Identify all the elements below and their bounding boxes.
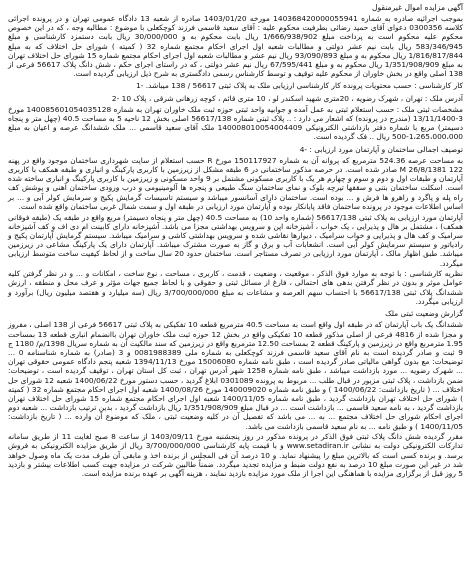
building-description-paragraph: به مساحت عرصه 524.36 مترمربع که پروانه آن به شماره 150117927 مورخ R حسب استعلام از سایت شهرداری ساختمان موجود واقع در پهنه 122 M 26/8/1381 صادر شده است. در حرصه مذکور ساختمانی در 6 طبقه مشکل از زیرزمین با کاربری پارکینگ و انباری و طبقه همکف با کاربری آپارتمان و طبقات اول و دوم و سوم و چهارم هر یک با کاربری مسکونی مشتمل بر 9 واحد مسکونی و زیرزمین با کاربری پارکینگ و انباری ساخته شده است. اسکلت ساختمان بتنی و سقفها تیرچه بلوک و نمای ساختمان سنگ طبیعی و پنجره ها آلومینیومی و درب ورودی ساختمان آهنی و پوشش کف راه پله و پاگرد و راهرو ها فرش و ... بوده است. ساختمان دارای آسانسور میباشد و سیستم تاسیسات گرمایش پکیج و سرمایش کولر آبی و ... بر اساس اطلاعات موجود در پرونده ساختمان فاقد پایانکار بوده و آپارتمان مورد ارزیابی در طبقه اول و سمت شمال غربی ساختمان واقع شده است. — [8, 155, 464, 211]
registration-status-heading: گزارش وضعیت ثبتی ملک — [385, 309, 463, 319]
registration-details-paragraph: مشخصات ثبتی ملک : حسب استعلام ثبتی به عمل آمده و جوابیه واحد ثبتی حوزه ثبت ملک خاوران تهران به شماره 140085601054035128 مورخ 3-13/11/1400 (مندرج در پرونده) که اشعار می دارد : .. پلاک ثبتی شماره 56617/138 اصلی بخش 12 ناحیه 5 به مساحت 40.5 (چهل متر و پنجاه دسیمتر) مربع با شماره دفتر بازداشتی الکترونیکی 140008010054004409 ملک آقای سعید قاسمی ... ملک ششدانگ عرصه و اعیان به مبلغ 1،265،000،000-500 ریال .. فک گردیده است. — [8, 104, 464, 142]
document-title: آگهی مزایده اموال غیرمنقول — [371, 3, 463, 12]
auction-terms-paragraph: مقرر گردیده شش دانگ پلاک ثبتی فوق الذکر در پرونده مذکور در روز پنجشنبه مورخ 1403/09/11 از ساعت 8 صبح لغایت 11 از طریق سامانه تدارکات الکترونیکی دولت به نشانی www.setadiran.ir و با قیمت پایه کارشناسی 3/700/000/000 ریال از طریق مزایده الکترونیکی به فروش برسد. و برنده کسی است که بالاترین مبلغ را پیشنهاد نماید. و 10 درصد آن فی المجلس از برنده اخذ و مابقی آن طرف مدت یک ماه وصول خواهد شد در غیر این صورت مبلغ 10 درصد به نفع دولت ضبط و مزایده تجدید میگردد. ضمناً طالبین شرکت در مزایده جهت کسب اطلاعات بیشتر و بازدید 5 روز قبل از برگزاری مزایده با هماهنگی این اجرا از ملک مورد مزایده بازدید نمایند ، هزینه آگهی بر عهده برنده مزایده است. — [8, 432, 463, 479]
address-line: آدرس ملک : تهران ، شهرک رضویه ، 20متری شهید اسکندر لو ، 10 متری قائم ، کوچه زرهانی شرقی ، پلاک 10 -2 — [111, 93, 463, 103]
registration-status-paragraph: ششدانگ یک باب آپارتمان که در طبقه اول واقع است به مساحت 40.5 مترمربع قطعه 10 تفکیکی به پلاک ثبتی 56617 فرعی از 138 اصلی ، مفروز و مجزا شده از 4816 فرعی از اصلی مذکور قطعه 10 تفکیکی واقع در بخش 12 حوزه ثبت ملک خاوران تهران باانضمام انباری قطعه 13 بمساحت 1.95 مترمربع واقع در زیرزمین و پارکینگ قطعه 2 بمساحت 12.50 مترمربع واقع در زیرزمین که سند مالکیت آن به شماره سریال 1398/م/ 1180 ج 9 ثبت و صادر گردیده است به نام آقای سعید قاسمی فرزند کوچکعلی به شماره ملی 0081988389 و 3 (صادر) به شماره شناسنامه 0 ... توضیحات: مع بدون گواهی مالیاتی صادر گردیده است ، طبق نامه شماره 15006080 مورخ 1394/11/13 شعبه پنجم دادگاه عمومی حقوقی تهران ... شهرک رضویه ... مورد بازداشت میباشد ، طبق نامه شماره 1258 شهر آدرس تهران ، ثبت کل استان تهران ، توقیف گردیده است ، توضیحات: ضمن بازداشت ، پلاک ثبتی مزبور در قبال طلب ... مربوط به پرونده 0301089 ابلاغ گردید ، حسب دستور مورخ 1400/06/22 شعبه 12 شورای حل اختلاف ... ( تاریخ بازداشت: 1400/06/22 ) و طبق نامه شماره 140009020 مورخ 1400/08/26 شعبه اول اجرای احکام مجتمع شماره 32 ( کمیته ) شورای حل اختلاف تهران بازداشت گردید ، طبق نامه شماره 1400/11/05 شعبه اول اجرای احکام مجتمع شماره 15 شورای حل اختلاف تهران بازداشت گردید ، به نامه سعید قاسمی ... بازداشت است ... در قبال مبلغ 1/351/908/909 ریال بازداشت گردید ، بدین ترتیب بازداشت ... شعبه دوم اجرای احکام شورای حل اختلاف مجتمع ... به ... می باشد که تفصیل آن در کلیه وضعیت ثبتی ، ملک که موضوع آن وارده ... ( تاریخ بازداشت: 1400/11/05 ) و طبق نامه ... به نام سعید قاسمی بازداشت می باشد. — [8, 320, 464, 431]
building-description-heading: توصیف اجمالی ساختمان و آپارتمان مورد ارزیابی : -4 — [299, 144, 463, 154]
expert-work-line: کار کارشناسی : حسب محتویات پرونده کار کارشناسی ارزیابی ملک به پلاک ثبتی 56617 / 138 میباشد. -1 — [136, 81, 463, 91]
apartment-description-paragraph: آپارتمان مورد ارزیابی به پلاک ثبتی 56617/138 (شماره واحد 10) به مساحت 40.5 (چهل متر و پنجاه دسیمتر) مربع واقع در طبقه یک (طبقه فوقانی همکف) ، مشتمل بر هال و پذیرایی ، یک خواب ، آشپزخانه اپن و سرویس بهداشتی مجزا می باشد. آشپزخانه دارای کابینت ام دی اف و کف آشپزخانه سرامیک و کف هال و پذیرایی و خواب سرامیک ، دیوارها نقاشی شده و سرویس بهداشتی کاشی و سرامیک میباشد. سیستم گرمایش آپارتمان پکیج و رادیاتور و سیستم سرمایش کولر آبی است. انشعابات آب و برق و گاز به صورت مشترک میباشد. آپارتمان دارای یک پارکینگ مشاعی در زیرزمین میباشد. طبق اظهار مالک ، آپارتمان مورد ارزیابی در تصرف مستاجر است. ساختمان حدود 20 سال ساخت و از لحاظ کیفیت ساخت متوسط ارزیابی میگردد. — [8, 212, 463, 268]
intro-paragraph: بموجب اجرائیه صادره به شماره 140368420000055941 مورخه 1403/01/20 صادره از شعبه 13 دادگاه عمومی تهران و در پرونده اجرائی کلاسه 0300356 دعوای آقای حمید رضائی بطرفیت محکوم علیه : آقای سعید قاسمی فرزند کوچکعلی با موضوع : مطالبه وجه ، که در این خصوص محکوم علیه محکوم است به پرداخت مبلغ 1/666/938/902 ریال بابت محکوم به و 30/000/000 ریال بابت دستمزد کارشناسی و مبلغ 583/346/945 ریال بابت نیم عشر دولتی و مطالبات شعبه اول اجرای احکام مجتمع شماره 32 ( کمیته ) شورای حل اختلاف که به مبلغ 1/816/817/844 ریال محکوم به و مبلغ 93/090/893 ریال نیم عشر و مطالبات شعبه اول اجرای احکام مجتمع شماره 15 شورای حل اختلاف تهران به مبلغ 1/351/908/909 ریال محکوم به و مبلغ 67/595/441 ریال نیم عشر دولتی ، که در راستای اجرای حکم ، شش دانگ پلاک 56617 فرعی از 138 اصلی واقع در بخش خاوران از محکوم علیه توقیف و توسط کارشناس رسمی دادگستری به شرح ذیل ارزیابی گردیده است. — [8, 14, 463, 79]
expert-opinion-paragraph: نظریه کارشناسی : با توجه به موارد فوق الذکر ، موقعیت ، وضعیت ، قدمت ، کاربری ، مساحت ، نوع ساخت ، امکانات و ... و در نظر گرفتن کلیه عوامل موثر و بدون در نظر گرفتن بدهی های احتمالی ، فارغ از مسائل ثبتی و حقوقی و با لحاظ جمیع جهات مؤثر و عرف محل و منطقه ، ارزش ششدانگ پلاک ثبتی 56617/138 با احتساب سهم العرصه و مشاعات به مبلغ 3/700/000/000 ریال (سه میلیارد و هفتصد میلیون ریال) برآورد و ارزیابی میگردد. — [8, 269, 463, 306]
